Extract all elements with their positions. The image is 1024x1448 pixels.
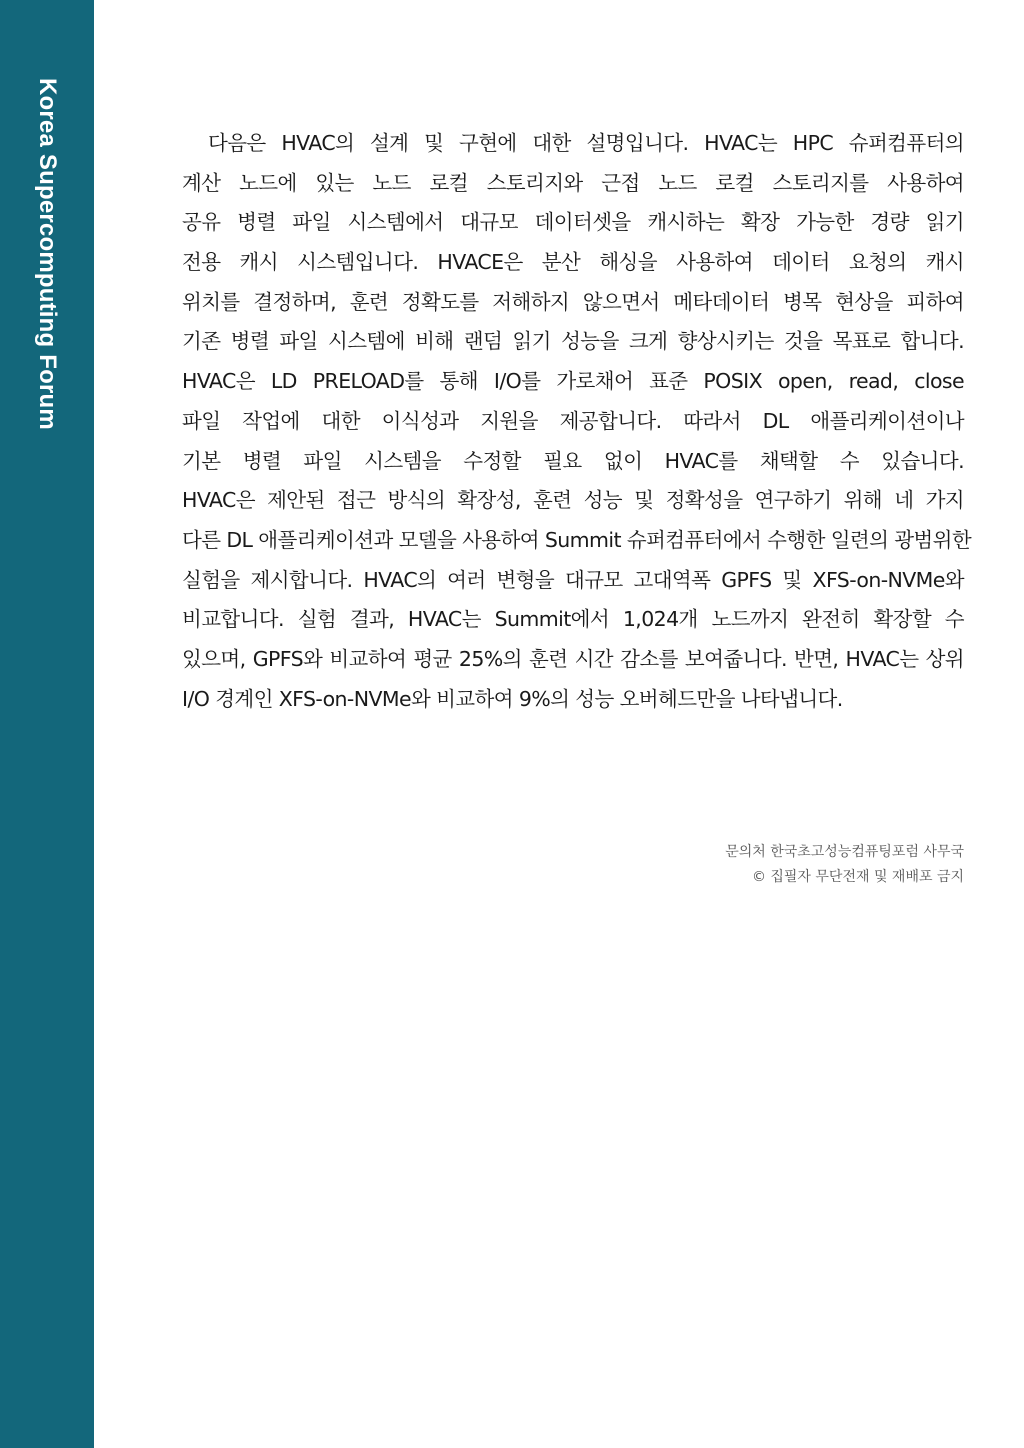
body-paragraph bbox=[182, 124, 972, 719]
paragraph-line: 파일 작업에 대한 이식성과 지원을 제공합니다. 따라서 DL 애플리케이션이나 bbox=[182, 408, 964, 433]
paragraph-line: 기존 병렬 파일 시스템에 비해 랜덤 읽기 성능을 크게 향상시키는 것을 목표로 합니다. bbox=[182, 329, 964, 354]
paragraph-line: HVAC은 LD PRELOAD를 통해 I/O를 가로채어 표준 POSIX open, read, close bbox=[182, 369, 964, 394]
paragraph-line: I/O 경계인 XFS-on-NVMe와 비교하여 9%의 성능 오버헤드만을 나타냅니다. bbox=[182, 686, 843, 711]
footer-notice bbox=[725, 840, 964, 890]
paragraph-line: 위치를 결정하며, 훈련 정확도를 저해하지 않으면서 메타데이터 병목 현상을 피하여 bbox=[182, 289, 964, 314]
paragraph-line: 실험을 제시합니다. HVAC의 여러 변형을 대규모 고대역폭 GPFS 및 XFS-on-NVMe와 bbox=[182, 567, 964, 592]
paragraph-line: 다음은 HVAC의 설계 및 구현에 대한 설명입니다. HVAC는 HPC 슈퍼컴퓨터의 bbox=[208, 131, 964, 155]
paragraph-line: 기본 병렬 파일 시스템을 수정할 필요 없이 HVAC를 채택할 수 있습니다. bbox=[182, 448, 964, 473]
paragraph-line: 공유 병렬 파일 시스템에서 대규모 데이터셋을 캐시하는 확장 가능한 경량 읽기 bbox=[182, 210, 964, 235]
sidebar-band bbox=[0, 0, 94, 1448]
paragraph-line: 있으며, GPFS와 비교하여 평균 25%의 훈련 시간 감소를 보여줍니다. 반면, HVAC는 상위 bbox=[182, 646, 964, 671]
paragraph-line: 계산 노드에 있는 노드 로컬 스토리지와 근접 노드 로컬 스토리지를 사용하여 bbox=[182, 170, 964, 195]
paragraph-line: 전용 캐시 시스템입니다. HVACE은 분산 해싱을 사용하여 데이터 요청의 캐시 bbox=[182, 250, 964, 275]
sidebar-title: Korea Supercomputing Forum bbox=[34, 78, 61, 430]
paragraph-line: HVAC은 제안된 접근 방식의 확장성, 훈련 성능 및 정확성을 연구하기 위해 네 가지 bbox=[182, 488, 964, 513]
paragraph-line: 비교합니다. 실험 결과, HVAC는 Summit에서 1,024개 노드까지 완전히 확장할 수 bbox=[182, 607, 964, 632]
footer-contact: 문의처 한국초고성능컴퓨팅포럼 사무국 bbox=[725, 844, 964, 860]
footer-copyright: © 집필자 무단전재 및 재배포 금지 bbox=[751, 869, 964, 885]
paragraph-line: 다른 DL 애플리케이션과 모델을 사용하여 Summit 슈퍼컴퓨터에서 수행한 일련의 광범위한 bbox=[182, 527, 972, 552]
